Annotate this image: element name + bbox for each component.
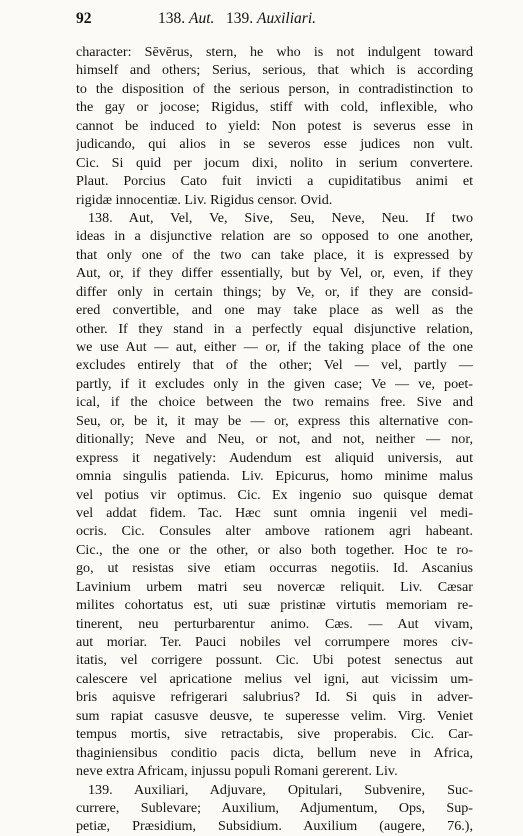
text-line: character: Sēvērus, stern, he who is not indulgent toward: [76, 44, 473, 60]
text-line: calescere vel apricatione melius vel igni, aut vicissim um-: [76, 670, 473, 687]
section-b-number: 139.: [226, 10, 254, 27]
text-line: himself and others; Serius, serious, that which is according: [76, 62, 473, 79]
text-line: tempus mortis, sive retractabis, sive properabis. Cic. Car-: [76, 726, 473, 743]
text-line: bris aquisve refrigerari salubrius? Id. Si quis in adver-: [76, 689, 473, 706]
page-number: 92: [76, 10, 92, 27]
text-line: partly, if it excludes only in the given case; Ve — ve, poet-: [76, 375, 473, 392]
text-line: omnia singulis patienda. Liv. Epicurus, homo minime malus: [76, 468, 473, 485]
text-line: other. If they stand in a perfectly equal disjunctive relation,: [76, 320, 473, 337]
text-line: Cic. Si quid per jocum dixi, nolito in serium convertere.: [76, 154, 473, 171]
text-line: cannot be induced to yield: Non potest is severus esse in: [76, 117, 473, 134]
text-line: the gay or jocose; Rigidus, stiff with cold, inflexible, who: [76, 99, 473, 116]
text-line: rigidæ innocentiæ. Liv. Rigidus censor. Ovid.: [76, 191, 333, 208]
text-line: ical, if the choice between the two remains free. Sive and: [76, 394, 473, 411]
running-header: [76, 8, 473, 30]
text-line: express it negatively: Audendum est aliquid universis, aut: [76, 449, 473, 466]
text-line: 139. Auxiliari, Adjuvare, Opitulari, Subvenire, Suc-: [88, 781, 473, 798]
section-a-number: 138.: [158, 10, 186, 27]
text-line: Lavinium urbem matri seu novercæ reliquit. Liv. Cæsar: [76, 578, 473, 595]
text-line: itatis, vel corrigere possunt. Cic. Ubi potest senectus aut: [76, 652, 473, 669]
text-line: go, ut resistas sive etiam occurras negotiis. Id. Ascanius: [76, 560, 473, 577]
text-line: vel addat fidem. Tac. Hæc sunt omnia ingenii vel medi-: [76, 504, 473, 521]
running-title: [158, 10, 316, 28]
text-line: aut moriar. Ter. Pauci nobiles vel corrumpere mores civ-: [76, 634, 473, 650]
text-line: that only one of the two can take place, it is expressed by: [76, 246, 473, 263]
body-text: [76, 43, 473, 836]
text-line: ideas in a disjunctive relation are so opposed to one another,: [76, 228, 473, 245]
text-line: differ only in certain things; by Ve, or, if they are consid-: [76, 283, 473, 300]
text-line: currere, Sublevare; Auxilium, Adjumentum, Ops, Sup-: [76, 799, 473, 816]
text-line: Seu, or, be it, it may be — or, express this alternative con-: [76, 412, 473, 429]
section-a-word: Aut.: [189, 10, 215, 27]
text-line: sum rapiat casusve deusve, te superesse velim. Virg. Veniet: [76, 707, 473, 724]
text-line: ered convertible, and one may take place as well as the: [76, 302, 473, 319]
text-line: judicando, qui alios in se severos esse judices non vult.: [76, 136, 473, 153]
text-line: neve extra Africam, injussu populi Romani gererent. Liv.: [76, 763, 398, 780]
text-line: vel potius vir optimus. Cic. Ex ingenio suo quisque demat: [76, 486, 473, 503]
text-line: ditionally; Neve and Neu, or not, and not, neither — nor,: [76, 431, 473, 448]
text-line: ocris. Cic. Consules alter ambove rationem agri habeant.: [76, 523, 473, 540]
text-line: Cic., the one or the other, or also both together. Hoc te ro-: [76, 541, 473, 558]
text-line: milites cohortatus est, uti suæ pristinæ virtutis memoriam re-: [76, 597, 473, 614]
text-line: 138. Aut, Vel, Ve, Sive, Seu, Neve, Neu. If two: [88, 209, 473, 226]
text-line: thaginiensibus conditio pacis dicta, bellum neve in Africa,: [76, 744, 473, 761]
text-line: to the disposition of the serious person, in contradistinction to: [76, 80, 473, 97]
text-line: Aut, or, if they differ essentially, but by Vel, or, even, if they: [76, 265, 473, 282]
text-line: we use Aut — aut, either — or, if the taking place of the one: [76, 339, 473, 355]
text-line: Plaut. Porcius Cato fuit invicti a cupiditatibus animi et: [76, 173, 473, 190]
text-line: tinerent, neu perturbarentur animo. Cæs. — Aut vivam,: [76, 615, 473, 632]
text-line: petiæ, Præsidium, Subsidium. Auxilium (augere, 76.),: [76, 818, 473, 835]
section-b-word: Auxiliari.: [257, 10, 317, 27]
text-line: excludes entirely that of the other; Vel — vel, partly —: [76, 357, 473, 374]
